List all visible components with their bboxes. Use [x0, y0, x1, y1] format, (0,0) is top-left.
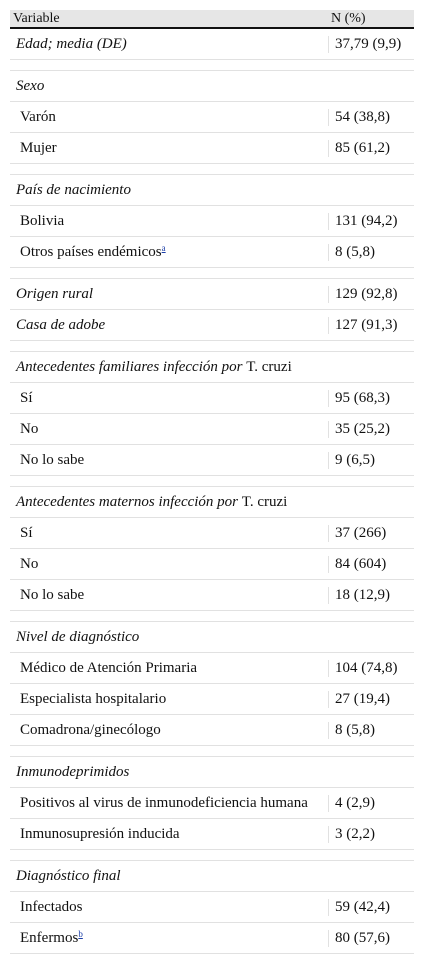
table-row [10, 445, 414, 476]
row-label: Sí [20, 389, 33, 406]
row-value: 80 (57,6) [335, 929, 390, 946]
header-value: N (%) [331, 10, 366, 26]
table-row [10, 819, 414, 850]
table-spacer-row [10, 268, 414, 279]
row-label-cell [10, 317, 328, 334]
data-table [10, 10, 414, 954]
row-label-cell [10, 140, 328, 157]
row-value: 95 (68,3) [335, 389, 390, 406]
row-value: 129 (92,8) [335, 285, 398, 302]
row-label-cell [10, 868, 328, 885]
table-row [10, 383, 414, 414]
row-value-cell [328, 452, 414, 469]
row-label: Casa de adobe [16, 316, 106, 333]
row-value-cell [328, 286, 414, 303]
table-spacer-row [10, 164, 414, 175]
row-label-organism: T. cruzi [241, 493, 288, 510]
row-label-cell [10, 899, 328, 916]
row-value-cell [328, 213, 414, 230]
row-label-cell [10, 929, 328, 947]
header-variable: Variable [13, 10, 60, 26]
table-body [10, 29, 414, 954]
row-value-cell [328, 899, 414, 916]
row-label: Antecedentes maternos infección por [16, 493, 239, 510]
row-label-cell [10, 629, 328, 646]
row-value-cell [328, 660, 414, 677]
row-value: 37,79 (9,9) [335, 35, 402, 52]
row-value: 9 (6,5) [335, 451, 375, 468]
row-label: Otros países endémicos [20, 244, 162, 260]
table-row [10, 653, 414, 684]
row-label-cell [10, 660, 328, 677]
table-row [10, 923, 414, 954]
table-section-row [10, 310, 414, 341]
row-label: Enfermos [20, 930, 79, 946]
table-header [10, 10, 414, 29]
table-spacer-row [10, 60, 414, 71]
row-value-cell [328, 826, 414, 843]
table-section-row [10, 279, 414, 310]
row-label-cell [10, 587, 328, 604]
row-label-cell [10, 359, 328, 376]
row-label-cell [10, 764, 328, 781]
row-value: 3 (2,2) [335, 825, 375, 842]
row-value-cell [328, 525, 414, 542]
row-label: País de nacimiento [16, 181, 131, 198]
row-value-cell [328, 930, 414, 947]
row-value: 18 (12,9) [335, 586, 390, 603]
footnote-link[interactable]: b [78, 929, 83, 939]
row-label: No lo sabe [20, 586, 85, 603]
row-label-cell [10, 556, 328, 573]
row-label: No lo sabe [20, 451, 85, 468]
table-section-row [10, 861, 414, 892]
row-value: 4 (2,9) [335, 794, 375, 811]
row-value-cell [328, 795, 414, 812]
table-spacer-row [10, 611, 414, 622]
table-row [10, 549, 414, 580]
row-value-cell [328, 587, 414, 604]
row-value: 8 (5,8) [335, 721, 375, 738]
row-label-cell [10, 722, 328, 739]
row-label-cell [10, 452, 328, 469]
row-label: Bolivia [20, 212, 65, 229]
row-value-cell [328, 244, 414, 261]
row-value: 59 (42,4) [335, 898, 390, 915]
table-row [10, 237, 414, 268]
row-value-cell [328, 109, 414, 126]
row-label: Comadrona/ginecólogo [20, 721, 161, 738]
row-label: Nivel de diagnóstico [16, 628, 140, 645]
table-section-row [10, 757, 414, 788]
table-section-row [10, 175, 414, 206]
table-spacer-row [10, 850, 414, 861]
row-value-cell [328, 722, 414, 739]
row-value: 104 (74,8) [335, 659, 398, 676]
row-value-cell [328, 317, 414, 334]
row-label-cell [10, 421, 328, 438]
row-value: 85 (61,2) [335, 139, 390, 156]
row-label-cell [10, 36, 328, 53]
row-label: Sexo [16, 77, 45, 94]
table-row [10, 102, 414, 133]
table-section-row [10, 29, 414, 60]
row-label-cell [10, 213, 328, 230]
row-label: Antecedentes familiares infección por [16, 358, 243, 375]
row-label: No [20, 555, 39, 572]
row-label: Origen rural [16, 285, 94, 302]
row-value: 37 (266) [335, 524, 387, 541]
row-label-cell [10, 390, 328, 407]
row-label-cell [10, 525, 328, 542]
row-label: Médico de Atención Primaria [20, 659, 198, 676]
row-value: 8 (5,8) [335, 243, 375, 260]
table-section-row [10, 71, 414, 102]
row-label: Edad; media (DE) [16, 35, 127, 52]
row-value-cell [328, 556, 414, 573]
row-label: Sí [20, 524, 33, 541]
row-value-cell [328, 691, 414, 708]
table-section-row [10, 487, 414, 518]
row-label: Inmunodeprimidos [16, 763, 130, 780]
table-row [10, 414, 414, 445]
row-label-organism: T. cruzi [246, 358, 292, 375]
table-spacer-row [10, 341, 414, 352]
row-label-cell [10, 109, 328, 126]
row-value-cell [328, 36, 414, 53]
row-label: Inmunosupresión inducida [20, 825, 180, 842]
row-label: Especialista hospitalario [20, 690, 167, 707]
table-row [10, 788, 414, 819]
row-value: 84 (604) [335, 555, 387, 572]
table-row [10, 715, 414, 746]
row-label: Varón [20, 108, 56, 125]
row-label-cell [10, 691, 328, 708]
row-value-cell [328, 140, 414, 157]
row-value-cell [328, 421, 414, 438]
row-label-cell [10, 182, 328, 199]
table-spacer-row [10, 476, 414, 487]
row-label-cell [10, 494, 328, 511]
table-row [10, 133, 414, 164]
row-value: 35 (25,2) [335, 420, 390, 437]
row-label-cell [10, 286, 328, 303]
row-label: No [20, 420, 39, 437]
row-label-cell [10, 243, 328, 261]
table-row [10, 206, 414, 237]
row-label-cell [10, 78, 328, 95]
row-label: Positivos al virus de inmunodeficiencia humana [20, 794, 308, 811]
table-spacer-row [10, 746, 414, 757]
table-row [10, 518, 414, 549]
row-value: 127 (91,3) [335, 316, 398, 333]
table-row [10, 892, 414, 923]
table-row [10, 684, 414, 715]
row-label: Infectados [20, 898, 83, 915]
row-label: Mujer [20, 139, 57, 156]
row-label-cell [10, 826, 328, 843]
row-label-cell [10, 795, 328, 812]
row-value: 54 (38,8) [335, 108, 390, 125]
table-row [10, 580, 414, 611]
row-value-cell [328, 390, 414, 407]
footnote-link[interactable]: a [161, 243, 166, 253]
row-value: 27 (19,4) [335, 690, 390, 707]
table-section-row [10, 352, 414, 383]
table-section-row [10, 622, 414, 653]
row-value: 131 (94,2) [335, 212, 398, 229]
row-label: Diagnóstico final [16, 867, 121, 884]
